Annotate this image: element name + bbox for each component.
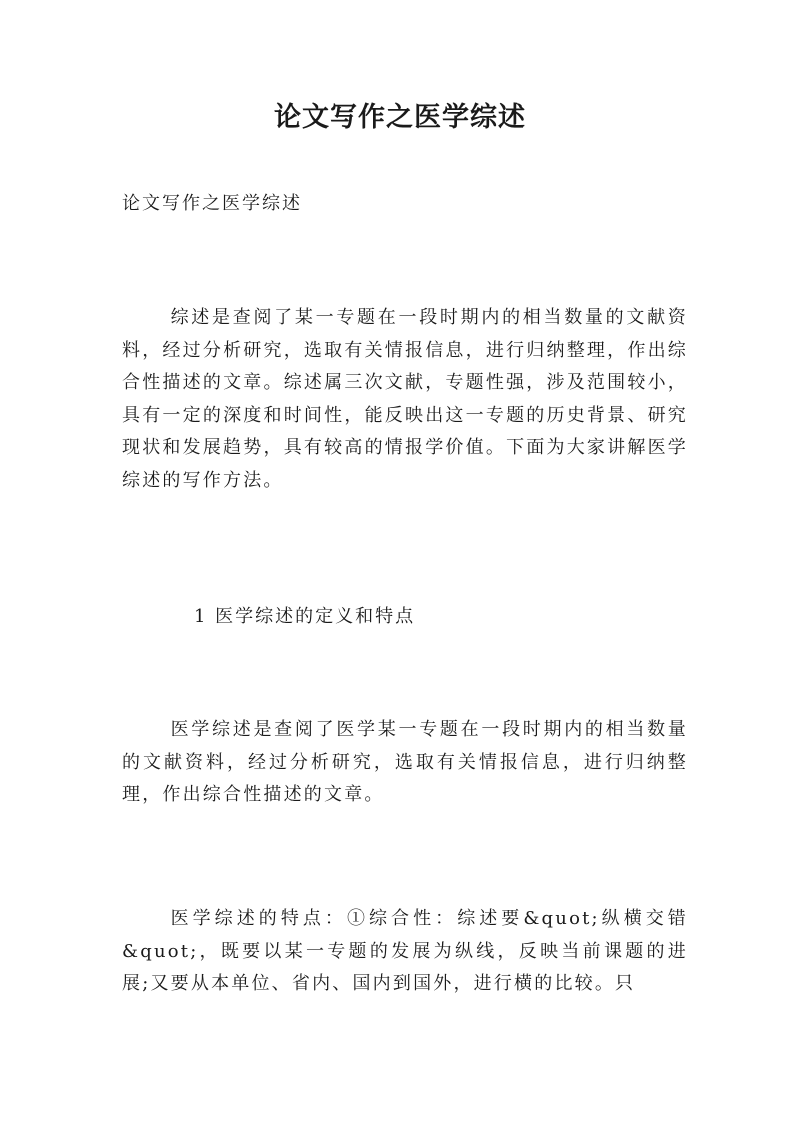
definition-paragraph: 医学综述是查阅了医学某一专题在一段时期内的相当数量的文献资料，经过分析研究，选取有关情报信息，进行归纳整理，作出综合性描述的文章。 — [122, 719, 688, 805]
section-heading: 1 医学综述的定义和特点 — [194, 606, 416, 627]
page-title: 论文写作之医学综述 — [274, 102, 526, 133]
intro-paragraph: 综述是查阅了某一专题在一段时期内的相当数量的文献资料，经过分析研究，选取有关情报信息，进行归纳整理，作出综合性描述的文章。综述属三次文献，专题性强，涉及范围较小，具有一定的深度和时间性，能反映出这一专题的历史背景、研究现状和发展趋势，具有较高的情报学价值。下面为大家讲解医学综述的写作方法。 — [122, 307, 688, 491]
features-paragraph: 医学综述的特点：①综合性：综述要&quot;纵横交错&quot;，既要以某一专题的发展为纵线，反映当前课题的进展;又要从本单位、省内、国内到国外，进行横的比较。只 — [122, 908, 688, 994]
document-subtitle: 论文写作之医学综述 — [122, 193, 302, 214]
